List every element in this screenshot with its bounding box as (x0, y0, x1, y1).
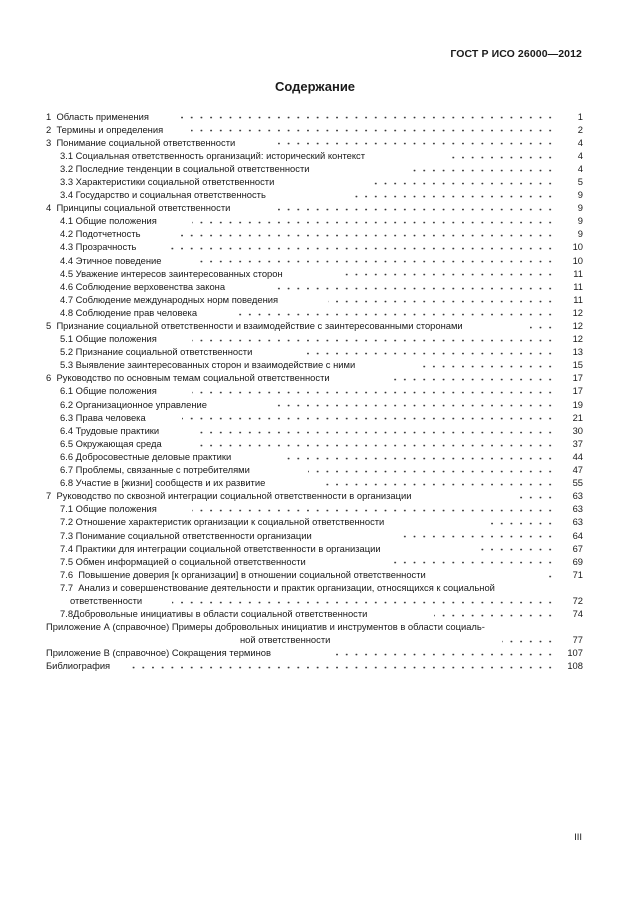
toc-entry-text: 3 Понимание социальной ответственности (46, 136, 236, 148)
toc-entry-page: 11 (573, 280, 583, 292)
toc-entry-page: 71 (572, 568, 583, 580)
toc-entry-page: 9 (577, 189, 583, 201)
dot-leader (351, 188, 555, 201)
toc-row[interactable] (46, 384, 583, 397)
toc-entry-number: 6.8 (60, 477, 74, 489)
toc-entry-page: 12 (572, 306, 583, 318)
toc-entry-page: 72 (572, 594, 583, 606)
toc-entry-page: 10 (572, 254, 583, 266)
toc-entry-number: 6.1 (60, 385, 74, 397)
toc-row[interactable] (46, 345, 583, 358)
toc-entry-text: 4.4 Этичное поведение (60, 254, 162, 266)
toc-entry-page: 67 (572, 542, 583, 554)
toc-row[interactable] (46, 489, 583, 502)
dot-leader (195, 254, 555, 267)
toc-entry-page: 12 (572, 333, 583, 345)
toc-entry-number: 4.5 (60, 267, 74, 279)
toc-entry-text: 4.6 Соблюдение верховенства закона (60, 280, 226, 292)
toc-entry-page: 13 (572, 346, 583, 358)
toc-row[interactable] (46, 136, 583, 149)
dot-leader (388, 371, 555, 384)
toc-entry-page: 2 (577, 123, 583, 135)
toc-entry-page: 108 (567, 660, 583, 672)
toc-entry-text: 6 Руководство по основным темам социальной ответственности (46, 372, 330, 384)
dot-leader (328, 293, 555, 306)
toc-entry-number: 4.6 (60, 280, 74, 292)
toc-row[interactable] (46, 188, 583, 201)
toc-entry-page: 44 (572, 450, 583, 462)
toc-entry-text: 4.2 Подотчетность (60, 228, 141, 240)
toc-entry-page: 9 (577, 202, 583, 214)
toc-row[interactable] (46, 280, 583, 293)
toc-entry-number: 4.7 (60, 293, 74, 305)
toc-entry-text: 7.2 Отношение характеристик организации к социальной ответственности (60, 516, 385, 528)
toc-entry-number: 6.7 (60, 464, 74, 476)
toc-entry-number: 4.1 (60, 215, 74, 227)
toc-row[interactable] (46, 267, 583, 280)
toc-entry-text: 6.8 Участие в [жизни] сообществ и их развитие (60, 477, 266, 489)
dot-leader (130, 659, 555, 672)
toc-entry-number: 2 (46, 123, 52, 135)
toc-row[interactable] (46, 515, 583, 528)
toc-row[interactable] (46, 240, 583, 253)
toc-entry-text: 6.2 Организационное управление (60, 398, 207, 410)
toc-entry-number: 5.1 (60, 333, 74, 345)
toc-entry-text: 6.7 Проблемы, связанные с потребителями (60, 464, 250, 476)
dot-leader (194, 424, 555, 437)
toc-entry-page: 64 (572, 529, 583, 541)
toc-entry-text: 3.4 Государство и социальная ответственность (60, 189, 266, 201)
toc-entry-number: 3.4 (60, 189, 74, 201)
toc-row[interactable] (46, 476, 583, 489)
toc-entry-text: 7.4 Практики для интеграции социальной ответственности в организации (60, 542, 381, 554)
toc-entry-page: 63 (572, 516, 583, 528)
toc-row[interactable] (46, 110, 583, 123)
toc-entry-number: 4.3 (60, 241, 74, 253)
toc-entry-text: 7.5 Обмен информацией о социальной ответственности (60, 555, 306, 567)
toc-entry-number: 3.2 (60, 162, 74, 174)
toc-row[interactable] (46, 450, 583, 463)
dot-leader (372, 175, 555, 188)
toc-entry-text: 6.5 Окружающая среда (60, 437, 162, 449)
toc-entry-page: 11 (573, 293, 583, 305)
dot-leader (182, 411, 555, 424)
toc-row[interactable] (46, 646, 583, 659)
toc-entry-number: 4.8 (60, 306, 74, 318)
dot-leader (273, 398, 555, 411)
toc-entry-page: 15 (572, 359, 583, 371)
toc-entry-text: 3.2 Последние тенденции в социальной ответственности (60, 162, 310, 174)
dot-leader (488, 515, 555, 528)
dot-leader (175, 227, 555, 240)
dot-leader (332, 646, 555, 659)
toc-row[interactable] (46, 659, 583, 672)
toc-entry-text: 7.8Добровольные инициативы в области социальной ответственности (60, 608, 368, 620)
toc-entry-number: 4.2 (60, 228, 74, 240)
toc-entry-number: 3.1 (60, 149, 74, 161)
dot-leader (273, 280, 555, 293)
toc-entry-page: 17 (572, 372, 583, 384)
toc-row[interactable] (46, 201, 583, 214)
toc-row[interactable] (46, 555, 583, 568)
toc-row[interactable] (46, 332, 583, 345)
toc-row[interactable] (46, 568, 583, 581)
toc-row[interactable] (46, 214, 583, 227)
toc-entry-text: 4 Принципы социальной ответственности (46, 202, 231, 214)
toc-entry-text: 7.7 Анализ и совершенствование деятельности и практик организации, относящихся к социальной (60, 581, 495, 593)
toc-entry-number: 4.4 (60, 254, 74, 266)
dot-leader (174, 110, 555, 123)
dot-leader (450, 149, 555, 162)
toc-entry-number: 5 (46, 320, 52, 331)
toc-entry-page: 21 (572, 411, 583, 423)
toc-entry-number: 3 (46, 136, 52, 148)
toc-entry-number: 6 (46, 372, 52, 384)
toc-entry-page: 9 (577, 215, 583, 227)
dot-leader (192, 384, 555, 397)
dot-leader (278, 136, 555, 149)
toc-entry-number: 3.3 (60, 175, 74, 187)
toc-entry-number: 6.6 (60, 450, 74, 462)
toc-entry-text: 4.8 Соблюдение прав человека (60, 306, 198, 318)
toc-entry-page: 47 (572, 464, 583, 476)
toc-entry-number: 7.7 (60, 581, 74, 593)
toc-entry-page: 63 (572, 503, 583, 515)
dot-leader (322, 476, 555, 489)
toc-row[interactable] (46, 529, 583, 542)
toc-entry-page: 19 (572, 398, 583, 410)
table-of-contents (46, 110, 583, 673)
toc-entry-text: 6.6 Добросовестные деловые практики (60, 450, 232, 462)
toc-entry-text: 5 Признание социальной ответственности и взаимодействие с заинтересованными сторонами (46, 320, 463, 331)
toc-row[interactable] (46, 620, 583, 633)
toc-entry-page: 4 (577, 149, 583, 161)
toc-entry-text: 3.3 Характеристики социальной ответственности (60, 175, 275, 187)
toc-entry-text: 5.3 Выявление заинтересованных сторон и взаимодействие с ними (60, 359, 356, 371)
dot-leader (278, 201, 555, 214)
dot-leader (518, 489, 555, 502)
document-code: ГОСТ Р ИСО 26000—2012 (450, 48, 582, 60)
toc-entry-number: 7.4 (60, 542, 74, 554)
toc-entry-number: 7.5 (60, 555, 74, 567)
toc-entry-number: 5.2 (60, 346, 74, 358)
toc-row[interactable] (46, 437, 583, 450)
toc-row[interactable] (46, 149, 583, 162)
toc-entry-text: 5.1 Общие положения (60, 333, 157, 345)
toc-entry-page: 4 (577, 136, 583, 148)
toc-row[interactable] (46, 175, 583, 188)
toc-row[interactable] (46, 633, 583, 646)
dot-leader (192, 502, 555, 515)
toc-row[interactable] (46, 123, 583, 136)
toc-entry-page: 77 (572, 634, 583, 646)
toc-entry-page: 55 (572, 477, 583, 489)
toc-row[interactable] (46, 371, 583, 384)
dot-leader (408, 162, 555, 175)
toc-entry-page: 107 (567, 647, 583, 659)
dot-leader (282, 450, 555, 463)
page-number: III (574, 832, 582, 843)
toc-entry-text: 7.6 Повышение доверия [к организации] в отношении социальной ответственности (60, 568, 426, 580)
toc-entry-page: 37 (572, 437, 583, 449)
toc-entry-text: 2 Термины и определения (46, 123, 164, 135)
dot-leader (402, 529, 555, 542)
toc-entry-number: 7.1 (60, 503, 74, 515)
toc-entry-number: 6.2 (60, 398, 74, 410)
toc-entry-page: 11 (573, 267, 583, 279)
toc-row[interactable] (46, 594, 583, 607)
dot-leader (502, 633, 555, 646)
toc-row[interactable] (46, 542, 583, 555)
toc-row[interactable] (46, 306, 583, 319)
toc-row[interactable] (46, 502, 583, 515)
toc-entry-text: 7 Руководство по сквозной интеграции социальной ответственности в организации (46, 490, 412, 502)
toc-entry-page: 74 (572, 608, 583, 620)
toc-entry-text: ной ответственности (240, 634, 331, 646)
toc-entry-page: 17 (572, 385, 583, 397)
toc-entry-number: 7.8 (60, 608, 74, 620)
toc-entry-text: 1 Область применения (46, 110, 149, 122)
toc-row[interactable] (46, 227, 583, 240)
toc-row[interactable] (46, 398, 583, 411)
dot-leader (304, 345, 555, 358)
toc-entry-text: Приложение А (справочное) Примеры добровольных инициатив и инструментов в области социаль- (46, 621, 485, 633)
toc-row[interactable] (46, 463, 583, 476)
toc-entry-number: 6.4 (60, 424, 74, 436)
toc-entry-page: 69 (572, 555, 583, 567)
dot-leader (544, 568, 555, 581)
toc-row[interactable] (46, 424, 583, 437)
toc-entry-text: 7.1 Общие положения (60, 503, 157, 515)
toc-row[interactable] (46, 162, 583, 175)
toc-entry-page: 4 (577, 162, 583, 174)
toc-title: Содержание (274, 79, 356, 94)
dot-leader (478, 542, 555, 555)
dot-leader (388, 555, 555, 568)
dot-leader (434, 607, 555, 620)
toc-entry-text: 4.7 Соблюдение международных норм поведения (60, 293, 279, 305)
toc-entry-text: 7.3 Понимание социальной ответственности организации (60, 529, 312, 541)
toc-entry-number: 7.3 (60, 529, 74, 541)
toc-row[interactable] (46, 607, 583, 620)
toc-entry-text: 4.3 Прозрачность (60, 241, 137, 253)
dot-leader (172, 594, 555, 607)
toc-entry-text: Библиография (46, 660, 111, 672)
dot-leader (168, 240, 555, 253)
toc-entry-text: 6.4 Трудовые практики (60, 424, 160, 436)
toc-entry-text: 6.3 Права человека (60, 411, 146, 423)
toc-row[interactable] (46, 358, 583, 371)
toc-entry-page: 5 (577, 175, 583, 187)
toc-entry-page: 10 (572, 241, 583, 253)
toc-entry-page: 30 (572, 424, 583, 436)
toc-entry-text: 4.1 Общие положения (60, 215, 157, 227)
toc-row[interactable] (46, 319, 583, 332)
toc-entry-text: Приложение В (справочное) Сокращения терминов (46, 647, 271, 659)
toc-entry-number: 4 (46, 202, 52, 214)
toc-entry-number: 7.6 (60, 568, 74, 580)
dot-leader (192, 214, 555, 227)
dot-leader (191, 123, 555, 136)
dot-leader (530, 319, 555, 332)
toc-entry-number: 6.3 (60, 411, 74, 423)
toc-entry-number: 1 (46, 110, 52, 122)
toc-row[interactable] (46, 411, 583, 424)
toc-entry-text: 5.2 Признание социальной ответственности (60, 346, 253, 358)
toc-entry-page: 9 (577, 228, 583, 240)
dot-leader (422, 358, 555, 371)
toc-row[interactable] (46, 254, 583, 267)
toc-entry-page: 1 (577, 110, 583, 122)
toc-entry-text: 6.1 Общие положения (60, 385, 157, 397)
toc-entry-page: 12 (572, 320, 583, 331)
dot-leader (194, 437, 555, 450)
dot-leader (192, 332, 555, 345)
toc-entry-number: 7 (46, 490, 52, 502)
dot-leader (235, 306, 555, 319)
toc-entry-number: 5.3 (60, 359, 74, 371)
toc-entry-text: 4.5 Уважение интересов заинтересованных сторон (60, 267, 283, 279)
dot-leader (308, 463, 555, 476)
toc-entry-number: 6.5 (60, 437, 74, 449)
dot-leader (338, 267, 555, 280)
toc-row[interactable] (46, 581, 583, 594)
toc-row[interactable] (46, 293, 583, 306)
toc-entry-page: 63 (572, 490, 583, 502)
toc-entry-text: 3.1 Социальная ответственность организаций: исторический контекст (60, 149, 366, 161)
toc-entry-number: 7.2 (60, 516, 74, 528)
toc-entry-text: ответственности (70, 594, 143, 606)
